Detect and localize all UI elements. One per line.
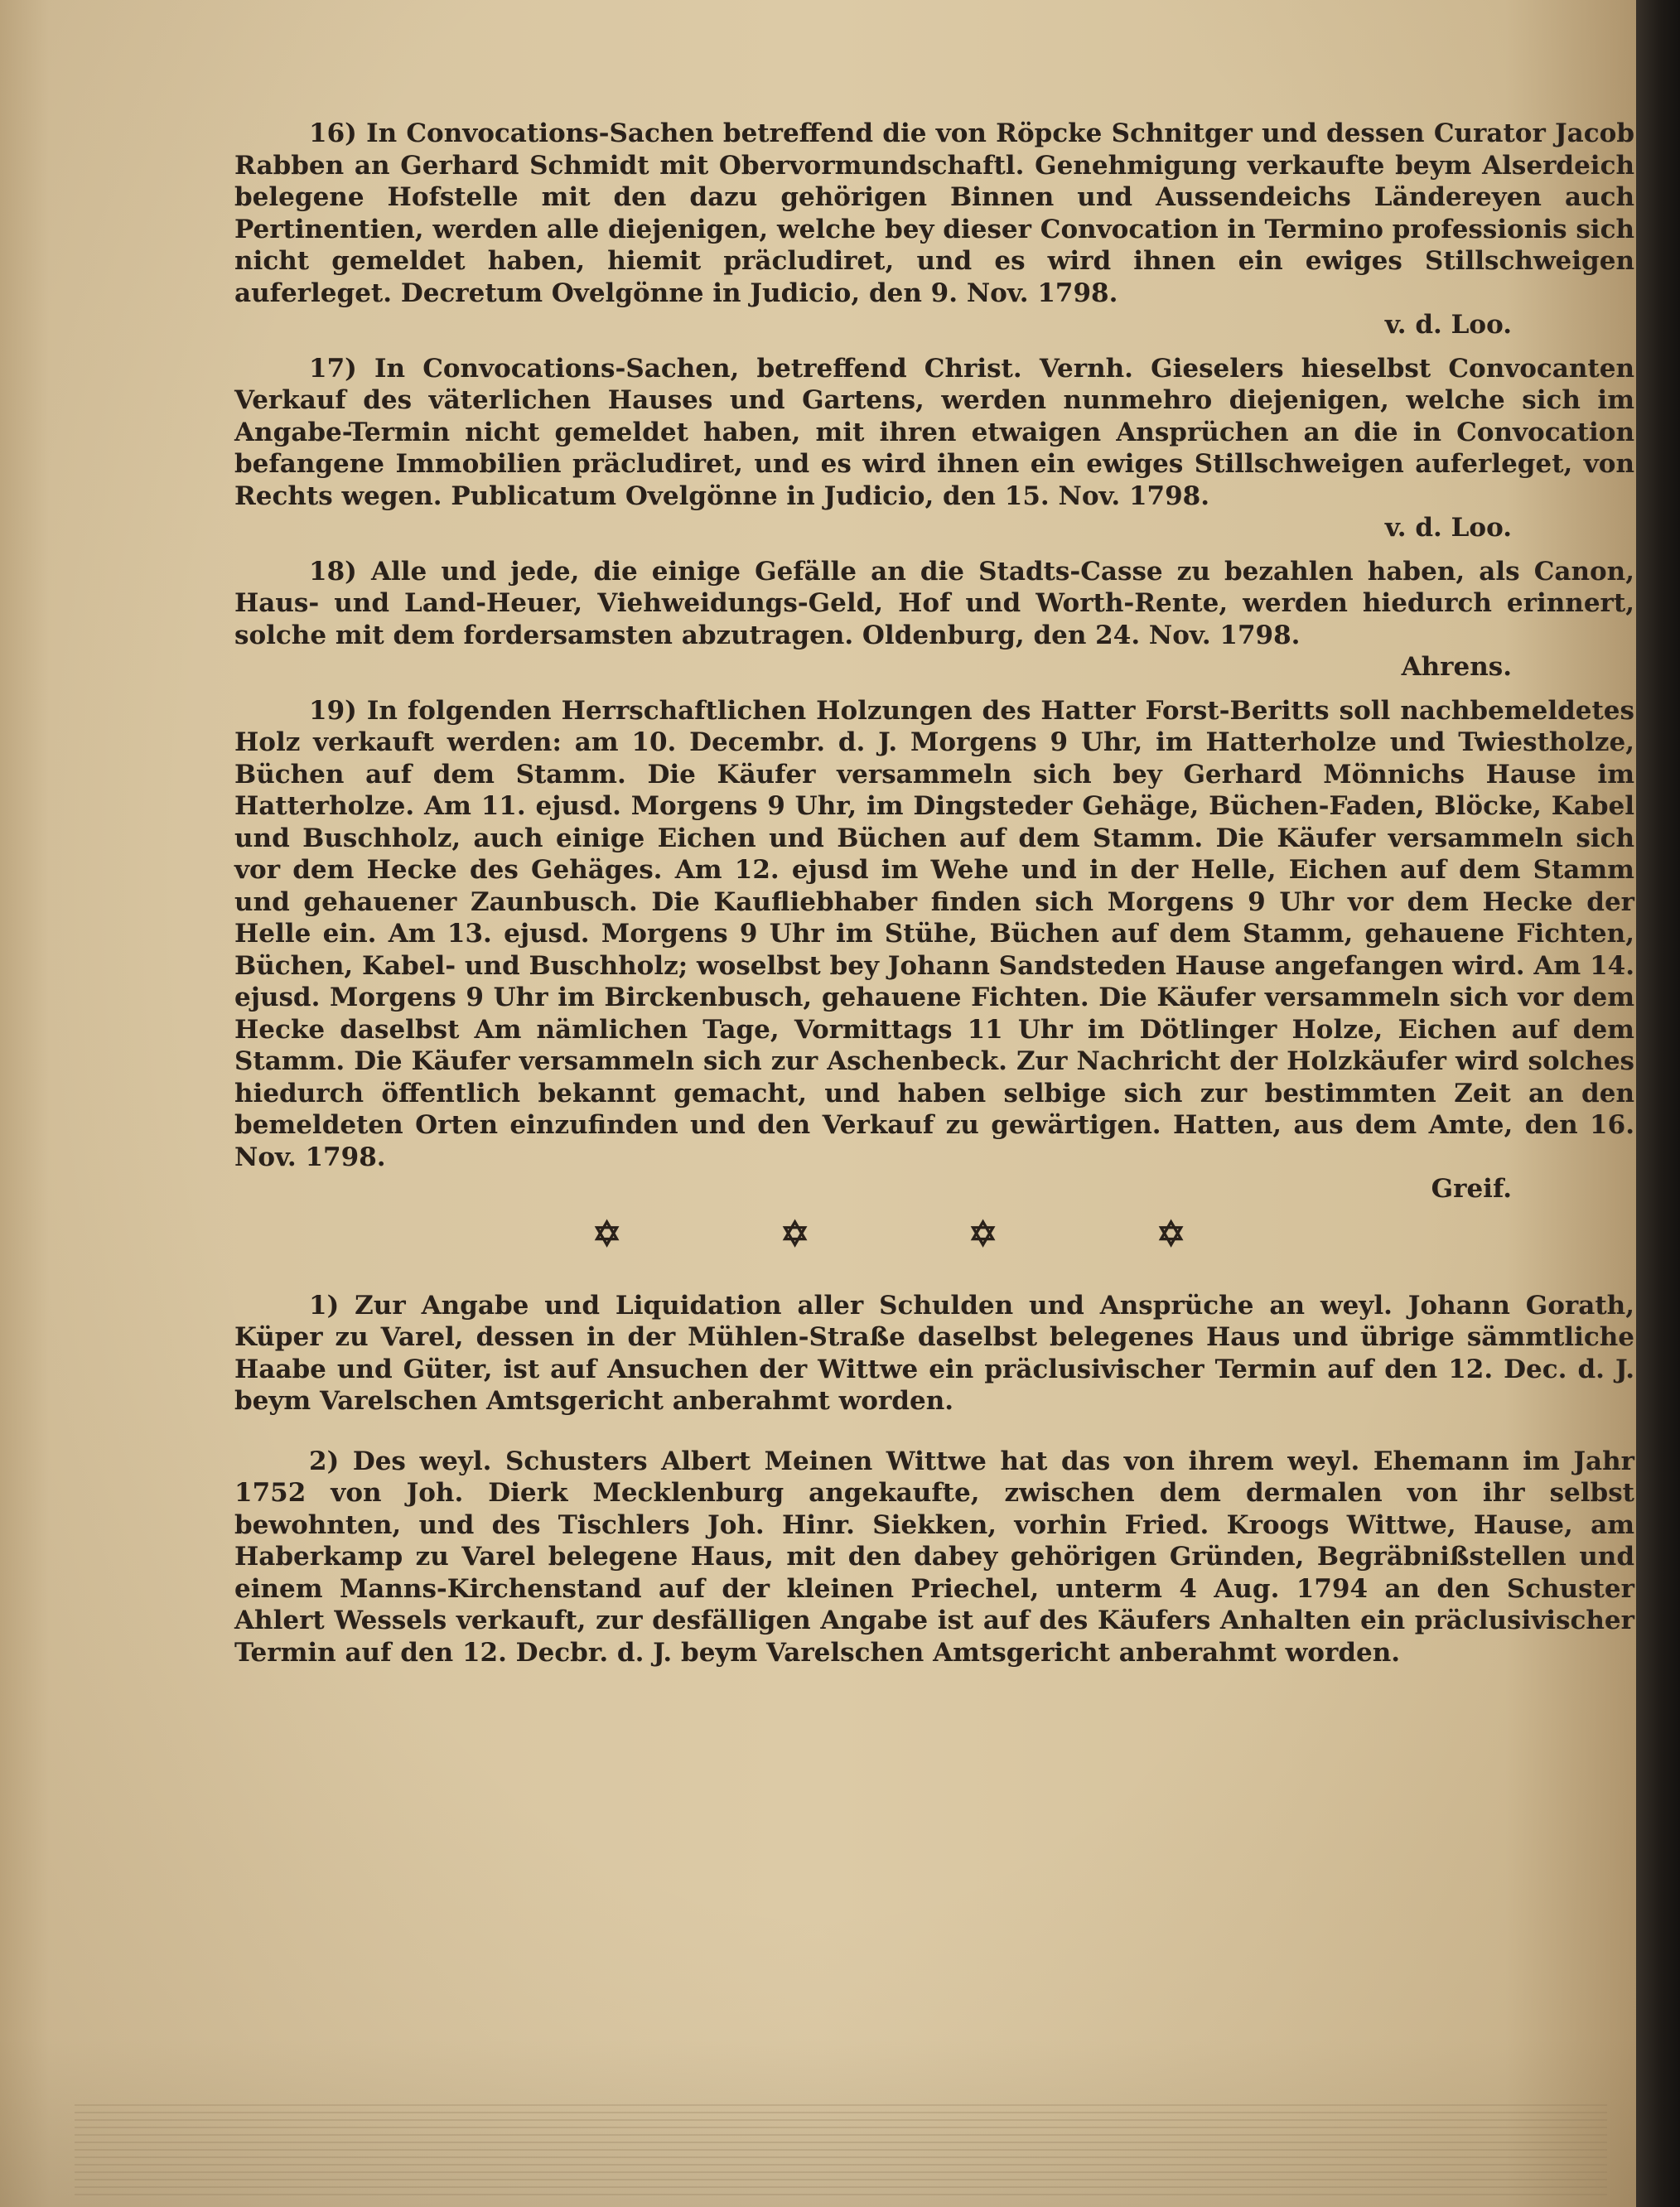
text-block xyxy=(234,118,1634,1669)
notice-16: 16) In Convocations-Sachen betreffend die von Röpcke Schnitger und dessen Curator Jacob Rabben an Gerhard Schmidt mit Obervormundschaftl. Genehmigung verkaufte beym Alserdeich belegene Hofstelle mit den dazu gehörigen Binnen und Aussendeichs Ländereyen auch Pertinentien, werden alle diejenigen, welche bey dieser Convocation in Termino professionis sich nicht gemeldet haben, hiemit präcludiret, und es wird ihnen ein ewiges Stillschweigen auferleget. Decretum Ovelgönne in Judicio, den 9. Nov. 1798. xyxy=(234,118,1634,308)
signature-18: Ahrens. xyxy=(1401,652,1512,682)
notice-19: 19) In folgenden Herrschaftlichen Holzungen des Hatter Forst-Beritts soll nachbemeldetes Holz verkauft werden: am 10. Decembr. d. J. Morgens 9 Uhr, im Hatterholze und Twiestholze, Büchen auf dem Stamm. Die Käufer versammeln sich bey Gerhard Mönnichs Hause im Hatterholze. Am 11. ejusd. Morgens 9 Uhr, im Dingsteder Gehäge, Büchen-Faden, Blöcke, Kabel und Buschholz, auch einige Eichen und Büchen auf dem Stamm. Die Käufer versammeln sich vor dem Hecke des Gehäges. Am 12. ejusd im Wehe und in der Helle, Eichen auf dem Stamm und gehauener Zaunbusch. Die Kaufliebhaber finden sich Morgens 9 Uhr vor dem Hecke der Helle ein. Am 13. ejusd. Morgens 9 Uhr im Stühe, Büchen auf dem Stamm, gehauene Fichten, Büchen, Kabel- und Buschholz; woselbst bey Johann Sandsteden Hause angefangen wird. Am 14. ejusd. Morgens 9 Uhr im Birckenbusch, gehauene Fichten. Die Käufer versammeln sich vor dem Hecke daselbst Am nämlichen Tage, Vormittags 11 Uhr im Dötlinger Holze, Eichen auf dem Stamm. Die Käufer versammeln sich zur Aschenbeck. Zur Nachricht der Holzkäufer wird solches hiedurch öffentlich bekannt gemacht, und haben selbige sich zur bestimmten Zeit an den bemeldeten Orten einzufinden und den Verkauf zu gewärtigen. Hatten, aus dem Amte, den 16. Nov. 1798. xyxy=(234,695,1634,1172)
notice-17: 17) In Convocations-Sachen, betreffend Christ. Vernh. Gieselers hieselbst Convocanten Verkauf des väterlichen Hauses und Gartens, werden nunmehro diejenigen, welche sich im Angabe-Termin nicht gemeldet haben, mit ihren etwaigen Ansprüchen an die in Convocation befangene Immobilien präcludiret, und es wird ihnen ein ewiges Stillschweigen auferleget, von Rechts wegen. Publicatum Ovelgönne in Judicio, den 15. Nov. 1798. xyxy=(234,353,1634,511)
page-stack-edge xyxy=(75,2104,1607,2195)
notice-18: 18) Alle und jede, die einige Gefälle an die Stadts-Casse zu bezahlen haben, als Canon, Haus- und Land-Heuer, Viehweidungs-Geld, Hof und Worth-Rente, werden hiedurch erinnert, solche mit dem fordersamsten abzutragen. Oldenburg, den 24. Nov. 1798. xyxy=(234,556,1634,650)
ornament-star-icon: ✡ xyxy=(968,1213,998,1254)
section-separator xyxy=(234,1215,1634,1253)
ornament-star-icon: ✡ xyxy=(592,1213,622,1254)
notice-1: 1) Zur Angabe und Liquidation aller Schulden und Ansprüche an weyl. Johann Gorath, Küper zu Varel, dessen in der Mühlen-Straße daselbst belegenes Haus und übrige sämmtliche Haabe und Güter, ist auf Ansuchen der Wittwe ein präclusivischer Termin auf den 12. Dec. d. J. beym Varelschen Amtsgericht anberahmt worden. xyxy=(234,1290,1634,1416)
signature-16: v. d. Loo. xyxy=(1384,310,1512,340)
signature-17: v. d. Loo. xyxy=(1384,513,1512,543)
signature-19: Greif. xyxy=(1431,1174,1512,1204)
ornament-star-icon: ✡ xyxy=(780,1213,810,1254)
notice-2: 2) Des weyl. Schusters Albert Meinen Wittwe hat das von ihrem weyl. Ehemann im Jahr 1752 von Joh. Dierk Mecklenburg angekaufte, zwischen dem dermalen von ihr selbst bewohnten, und des Tischlers Joh. Hinr. Siekken, vorhin Fried. Kroogs Wittwe, Hause, am Haberkamp zu Varel belegene Haus, mit den dabey gehörigen Gründen, Begräbnißstellen und einem Manns-Kirchenstand auf der kleinen Priechel, unterm 4 Aug. 1794 an den Schuster Ahlert Wessels verkauft, zur desfälligen Angabe ist auf des Käufers Anhalten ein präclusivischer Termin auf den 12. Decbr. d. J. beym Varelschen Amtsgericht anberahmt worden. xyxy=(234,1446,1635,1668)
ornament-star-icon: ✡ xyxy=(1156,1213,1186,1254)
book-edge xyxy=(1634,0,1680,2207)
